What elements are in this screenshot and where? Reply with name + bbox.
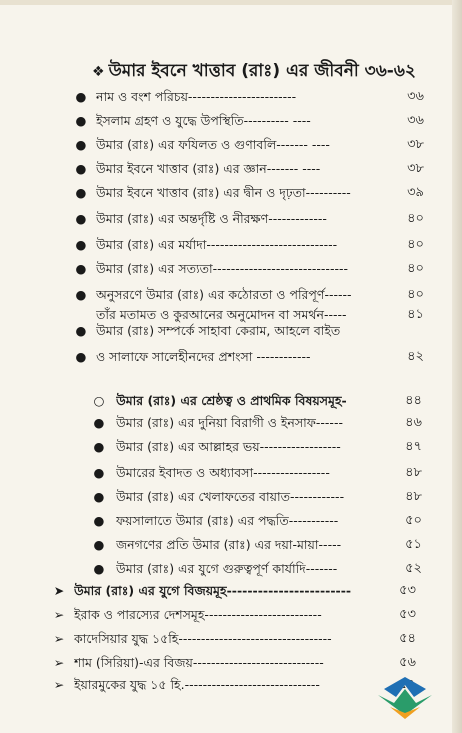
bullet-icon: ○ <box>93 393 105 408</box>
toc-entry-page-number: ৪০ <box>407 287 424 302</box>
toc-entry-title: উমার (রাঃ) এর যুগে গুরুত্বপূর্ণ কার্যাদি------- <box>116 561 338 576</box>
bullet-icon: ➤ <box>53 583 65 598</box>
toc-entry <box>0 160 462 178</box>
bullet-icon: ● <box>75 89 87 104</box>
toc-entry-page-number: ৪০ <box>407 261 424 276</box>
toc-entry-page-number: ৪০ <box>407 237 424 252</box>
toc-entry-title: উমার ইবনে খাত্তাব (রাঃ) এর জ্ঞান------- ---- <box>96 161 321 176</box>
toc-entry <box>0 654 462 672</box>
toc-entry-title: উমার (রাঃ) এর ফযিলত ও গুণাবলি------- ---- <box>96 137 330 152</box>
toc-entry <box>0 630 462 648</box>
toc-entry-page-number: ৪৮ <box>405 489 422 504</box>
toc-entry-title: উমার (রাঃ) এর খেলাফতের বায়াত------------ <box>116 489 345 504</box>
toc-entry-title: নাম ও বংশ পরিচয়------------------------ <box>96 89 297 104</box>
heading-ornament-icon: ❖ <box>92 64 105 80</box>
toc-entry-title: উমারের ইবাদত ও অধ্যাবসা----------------- <box>116 465 330 480</box>
toc-entry-title: উমার (রাঃ) সম্পর্কে সাহাবা কেরাম, আহলে বাইত <box>96 323 341 338</box>
toc-entry-title: অনুসরণে উমার (রাঃ) এর কঠোরতা ও পরিপূর্ণ------ <box>96 287 352 302</box>
toc-entry-title: উমার (রাঃ) এর আল্লাহর ভয়------------------ <box>116 439 341 454</box>
toc-entry-page-number: ৫৬ <box>399 655 416 670</box>
toc-entry-title: ইরাক ও পারস্যের দেশসমূহ-------------------------- <box>74 607 322 622</box>
toc-entry-title: শাম (সিরিয়া)-এর বিজয়----------------------------- <box>74 655 324 670</box>
bullet-icon: ● <box>75 349 87 364</box>
toc-entry <box>0 488 462 506</box>
bullet-icon: ● <box>75 237 87 252</box>
toc-entry-page-number: ৫৩ <box>399 607 416 622</box>
bullet-icon: ➢ <box>53 631 65 646</box>
bullet-icon: ● <box>75 185 87 200</box>
toc-entry-title: উমার (রাঃ) এর যুগে বিজয়মূহ------------------------ <box>74 583 352 598</box>
toc-entry-page-number: ৪৬ <box>405 415 422 430</box>
toc-entry <box>0 348 462 366</box>
toc-entry <box>0 136 462 154</box>
bullet-icon: ● <box>75 113 87 128</box>
bullet-icon: ● <box>75 261 87 276</box>
bullet-icon: ● <box>93 415 105 430</box>
toc-entry-page-number: ৪০ <box>407 211 424 226</box>
heading-text: উমার ইবনে খাত্তাব (রাঃ) এর জীবনী ৩৬-৬২ <box>108 61 416 81</box>
toc-entry <box>0 322 462 340</box>
bullet-icon: ● <box>93 561 105 576</box>
toc-entry <box>0 286 462 304</box>
toc-entry <box>0 438 462 456</box>
bullet-icon: ● <box>75 161 87 176</box>
toc-entry <box>0 560 462 578</box>
bullet-icon: ➢ <box>53 607 65 622</box>
bullet-icon: ● <box>93 513 105 528</box>
bullet-icon: ● <box>93 489 105 504</box>
toc-entry-page-number: ৪৭ <box>405 439 422 454</box>
toc-entry-page-number: ৩৬ <box>407 113 424 128</box>
toc-entry <box>0 184 462 202</box>
toc-entry-page-number: ৩৯ <box>407 185 424 200</box>
toc-entry-page-number: ৫৩ <box>399 583 416 598</box>
toc-entry-page-number: ৫২ <box>405 561 422 576</box>
bullet-icon: ● <box>75 137 87 152</box>
toc-entry-page-number: ৩৬ <box>407 89 424 104</box>
toc-entry-title: ইয়ারমুকের যুদ্ধ ১৫ হি.------------------------------ <box>74 677 320 692</box>
toc-entry-title: উমার (রাঃ) এর মর্যাদা----------------------------- <box>96 237 338 252</box>
toc-entry-page-number: ৩৮ <box>407 161 424 176</box>
bullet-icon: ● <box>93 465 105 480</box>
toc-entry-title: জনগণের প্রতি উমার (রাঃ) এর দয়া-মায়া----- <box>116 537 342 552</box>
toc-entry-page-number: ৪১ <box>407 307 424 322</box>
toc-entry-title: ইসলাম গ্রহণ ও যুদ্ধে উপস্থিতি---------- ---- <box>96 113 311 128</box>
toc-entry-page-number: ৪৮ <box>405 465 422 480</box>
toc-entry <box>0 392 462 410</box>
bullet-icon: ● <box>75 211 87 226</box>
toc-entry-page-number: ৪৪ <box>405 393 422 408</box>
toc-entry-title: ও সালাফে সালেহীনদের প্রশংসা ------------ <box>96 349 311 364</box>
toc-entry-page-number: ৫৪ <box>399 631 416 646</box>
toc-entry-title: উমার (রাঃ) এর অন্তর্দৃষ্টি ও নীরক্ষণ------------- <box>96 211 327 226</box>
toc-entry-page-number: ৪২ <box>407 349 424 364</box>
toc-entry <box>0 512 462 530</box>
bullet-icon: ● <box>75 323 87 338</box>
toc-entry <box>0 582 462 600</box>
toc-entry <box>0 236 462 254</box>
toc-entry-title: তাঁর মতামত ও কুরআনের অনুমোদন বা সমর্থন----- <box>96 307 347 322</box>
toc-entry-title: উমার (রাঃ) এর শ্রেষ্ঠত্ব ও প্রাথমিক বিষয়সমূহ- <box>116 393 347 408</box>
toc-entry <box>0 112 462 130</box>
toc-entry-page-number: ৫১ <box>405 537 422 552</box>
toc-entry-page-number: ৩৮ <box>407 137 424 152</box>
toc-entry-title: কাদেসিয়ার যুদ্ধ ১৫হি---------------------------------- <box>74 631 332 646</box>
toc-entry <box>0 536 462 554</box>
toc-entry <box>0 210 462 228</box>
toc-entry-title: উমার (রাঃ) এর দুনিয়া বিরাগী ও ইনসাফ------ <box>116 415 343 430</box>
toc-entry-page-number: ৫০ <box>405 513 422 528</box>
toc-entry-title: উমার (রাঃ) এর সত্যতা------------------------------ <box>96 261 348 276</box>
toc-entry-title: উমার ইবনে খাত্তাব (রাঃ) এর দ্বীন ও দৃঢ়তা---------- <box>96 185 351 200</box>
bullet-icon: ➢ <box>53 655 65 670</box>
toc-entry <box>0 88 462 106</box>
toc-entry <box>0 414 462 432</box>
toc-entry <box>0 260 462 278</box>
publisher-logo-icon <box>374 673 436 721</box>
bullet-icon: ● <box>93 537 105 552</box>
toc-entry <box>0 464 462 482</box>
bullet-icon: ➢ <box>53 677 65 692</box>
toc-entry-title: ফয়সালাতে উমার (রাঃ) এর পদ্ধতি----------- <box>116 513 339 528</box>
bullet-icon: ● <box>93 439 105 454</box>
bullet-icon: ● <box>75 287 87 302</box>
toc-entry <box>0 606 462 624</box>
